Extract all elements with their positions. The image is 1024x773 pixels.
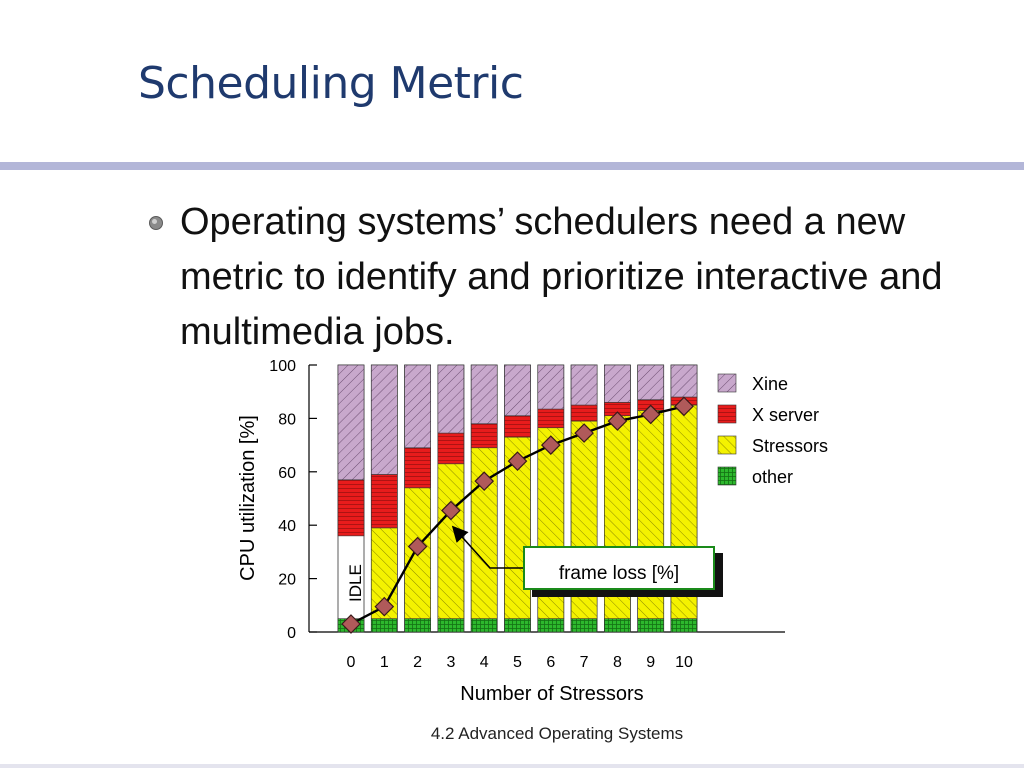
y-tick-label: 80: [278, 411, 296, 429]
bar-segment-other: [471, 619, 497, 632]
bar-segment-other: [604, 619, 630, 632]
slide-title: Scheduling Metric: [138, 58, 524, 109]
bar-segment-other: [671, 619, 697, 632]
legend-swatch-stressors: [718, 436, 736, 454]
bar-segment-xine: [371, 365, 397, 474]
bar-segment-other: [371, 619, 397, 632]
idle-label: IDLE: [346, 564, 365, 602]
bottom-divider: [0, 764, 1024, 768]
bar-segment-xine: [505, 365, 531, 416]
legend-label-other: other: [752, 467, 794, 487]
x-tick-label: 10: [675, 654, 693, 671]
bar-segment-xine: [438, 365, 464, 433]
bar-segment-xine: [538, 365, 564, 409]
x-tick-label: 2: [413, 654, 423, 671]
legend-label-x-server: X server: [752, 405, 820, 425]
bar-segment-other: [538, 619, 564, 632]
x-axis-title: Number of Stressors: [460, 683, 644, 705]
bar-segment-stressors: [438, 464, 464, 619]
bullet-text: Operating systems’ schedulers need a new metric to identify and prioritize interactive and multimedia jobs.: [180, 201, 943, 353]
x-tick-label: 6: [546, 654, 556, 671]
legend-swatch-x-server: [718, 405, 736, 423]
y-tick-label: 60: [278, 464, 296, 482]
slide-footer: 4.2 Advanced Operating Systems: [430, 724, 684, 743]
bar-segment-x-server: [471, 424, 497, 448]
legend-swatch-xine: [718, 374, 736, 392]
y-axis-ticks: [269, 358, 317, 642]
x-tick-label: 4: [479, 654, 489, 671]
bar-segment-other: [438, 619, 464, 632]
x-tick-label: 0: [346, 654, 356, 671]
x-tick-label: 7: [579, 654, 589, 671]
bar-segment-other: [638, 619, 664, 632]
bar-segment-xine: [638, 365, 664, 400]
bar-segment-x-server: [405, 448, 431, 488]
bar-segment-xine: [571, 365, 597, 405]
bar-segment-xine: [604, 365, 630, 402]
bar-segment-x-server: [438, 433, 464, 464]
bar-segment-xine: [671, 365, 697, 397]
bar-segment-x-server: [505, 416, 531, 437]
x-axis-ticks: [347, 654, 693, 671]
y-tick-label: 40: [278, 518, 296, 536]
y-tick-label: 100: [269, 358, 296, 375]
x-tick-label: 3: [446, 654, 456, 671]
bar-segment-xine: [405, 365, 431, 448]
bar-segment-xine: [338, 365, 364, 480]
y-tick-label: 20: [278, 571, 296, 589]
x-tick-label: 5: [513, 654, 522, 671]
legend-swatch-other: [718, 467, 736, 485]
x-tick-label: 9: [646, 654, 656, 671]
y-axis-title: CPU utilization [%]: [237, 415, 259, 581]
x-tick-label: 1: [379, 654, 389, 671]
chart-legend: [718, 374, 828, 487]
x-tick-label: 8: [612, 654, 622, 671]
bar-segment-x-server: [571, 405, 597, 421]
annotation-label: frame loss [%]: [558, 563, 680, 584]
legend-label-stressors: Stressors: [752, 436, 829, 456]
bar-segment-x-server: [371, 474, 397, 527]
bar-segment-x-server: [338, 480, 364, 536]
bar-segment-other: [505, 619, 531, 632]
bar-segment-xine: [471, 365, 497, 424]
bar-segment-other: [571, 619, 597, 632]
bar-segment-x-server: [538, 409, 564, 428]
y-tick-label: 0: [287, 625, 296, 642]
bar-segment-other: [405, 619, 431, 632]
legend-label-xine: Xine: [752, 374, 789, 394]
